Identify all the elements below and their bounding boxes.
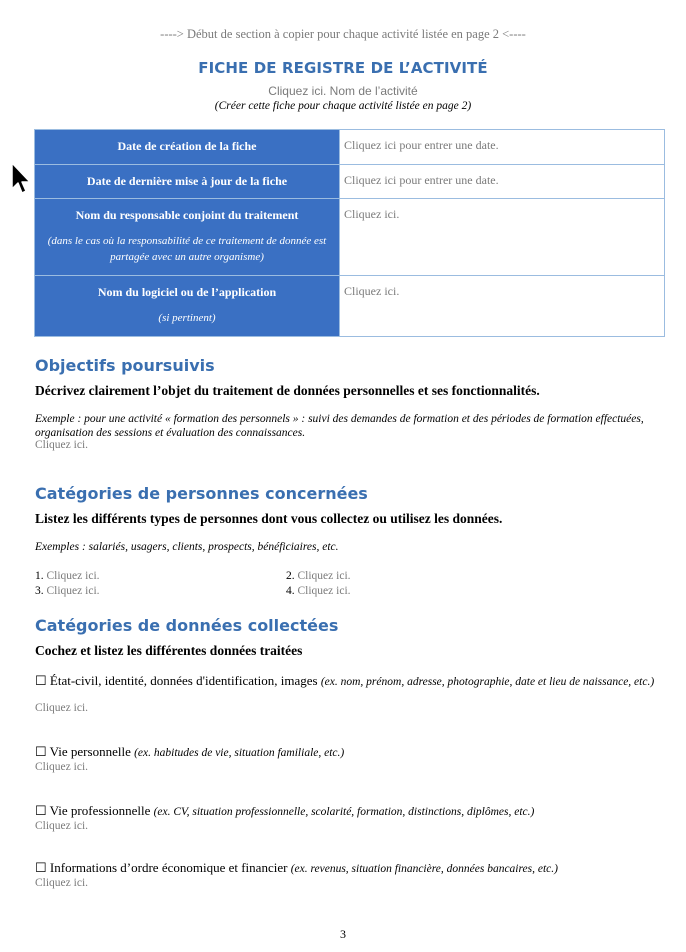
donnees-lead: Cochez et listez les différentes données traitées xyxy=(35,643,303,658)
software-field[interactable]: Cliquez ici. xyxy=(340,276,665,337)
section-copy-note: ----> Début de section à copier pour chaque activité listée en page 2 <---- xyxy=(160,27,526,41)
category-label: État-civil, identité, données d'identification, images xyxy=(49,673,318,688)
category-hint: (ex. nom, prénom, adresse, photographie, date et lieu de naissance, etc.) xyxy=(320,676,655,688)
category-label: Vie professionnelle xyxy=(49,803,151,818)
category-field[interactable]: Cliquez ici. xyxy=(35,820,89,832)
activity-name-field[interactable]: Cliquez ici. Nom de l’activité xyxy=(268,84,418,98)
objectifs-example: Exemple : pour une activité « formation des personnels » : suivi des demandes de formation et des périodes de formation effectuées, organisation des sessions et évaluation des connaissances. xyxy=(35,413,644,439)
row-label-cell xyxy=(35,130,340,165)
table-row xyxy=(35,165,665,199)
registry-table xyxy=(34,129,665,337)
item-field[interactable]: Cliquez ici. xyxy=(297,585,351,597)
item-number: 1. xyxy=(35,570,44,582)
mouse-pointer-icon xyxy=(10,162,32,196)
update-date-field[interactable]: Cliquez ici pour entrer une date. xyxy=(340,165,665,199)
item-number: 3. xyxy=(35,585,44,597)
data-category-item xyxy=(35,674,655,689)
row-sublabel: (si pertinent) xyxy=(158,312,216,324)
joint-controller-field[interactable]: Cliquez ici. xyxy=(340,199,665,276)
list-item[interactable] xyxy=(35,570,100,582)
data-category-item xyxy=(35,861,655,876)
row-label: Nom du logiciel ou de l’application xyxy=(97,285,277,299)
list-item[interactable] xyxy=(35,585,100,597)
category-field[interactable]: Cliquez ici. xyxy=(35,761,89,773)
row-label-cell xyxy=(35,199,340,276)
row-label: Date de dernière mise à jour de la fiche xyxy=(86,174,288,188)
item-number: 4. xyxy=(286,585,295,597)
checkbox[interactable]: ☐ xyxy=(35,860,47,875)
row-label-cell xyxy=(35,276,340,337)
donnees-heading: Catégories de données collectées xyxy=(35,616,339,635)
checkbox[interactable]: ☐ xyxy=(35,673,47,688)
category-label: Informations d’ordre économique et financier xyxy=(49,860,288,875)
instruction-note: (Créer cette fiche pour chaque activité listée en page 2) xyxy=(214,100,472,112)
category-hint: (ex. CV, situation professionnelle, scolarité, formation, distinctions, diplômes, etc.) xyxy=(153,806,535,818)
page-number: 3 xyxy=(340,927,346,941)
item-number: 2. xyxy=(286,570,295,582)
row-label-cell xyxy=(35,165,340,199)
page-title: FICHE DE REGISTRE DE L’ACTIVITÉ xyxy=(198,59,488,77)
checkbox[interactable]: ☐ xyxy=(35,803,47,818)
objectifs-field[interactable]: Cliquez ici. xyxy=(35,439,89,451)
table-row xyxy=(35,276,665,337)
personnes-heading: Catégories de personnes concernées xyxy=(35,484,368,503)
list-item[interactable] xyxy=(286,570,351,582)
table-row xyxy=(35,130,665,165)
category-field[interactable]: Cliquez ici. xyxy=(35,877,89,889)
personnes-lead: Listez les différents types de personnes dont vous collectez ou utilisez les données. xyxy=(35,511,503,526)
objectifs-lead: Décrivez clairement l’objet du traitement de données personnelles et ses fonctionnalités. xyxy=(35,383,540,398)
data-category-item xyxy=(35,745,655,760)
personnes-example: Exemples : salariés, usagers, clients, prospects, bénéficiaires, etc. xyxy=(35,541,339,553)
item-field[interactable]: Cliquez ici. xyxy=(46,570,100,582)
row-label: Nom du responsable conjoint du traitement xyxy=(75,208,299,222)
category-hint: (ex. revenus, situation financière, données bancaires, etc.) xyxy=(290,863,558,875)
category-label: Vie personnelle xyxy=(49,744,131,759)
checkbox[interactable]: ☐ xyxy=(35,744,47,759)
category-hint: (ex. habitudes de vie, situation familiale, etc.) xyxy=(134,747,345,759)
data-category-item xyxy=(35,804,655,819)
creation-date-field[interactable]: Cliquez ici pour entrer une date. xyxy=(340,130,665,165)
table-row xyxy=(35,199,665,276)
category-field[interactable]: Cliquez ici. xyxy=(35,702,89,714)
item-field[interactable]: Cliquez ici. xyxy=(297,570,351,582)
row-sublabel: (dans le cas où la responsabilité de ce traitement de donnée est partagée avec un autre organisme) xyxy=(47,235,327,263)
row-label: Date de création de la fiche xyxy=(117,139,257,153)
item-field[interactable]: Cliquez ici. xyxy=(46,585,100,597)
list-item[interactable] xyxy=(286,585,351,597)
objectifs-heading: Objectifs poursuivis xyxy=(35,356,215,375)
